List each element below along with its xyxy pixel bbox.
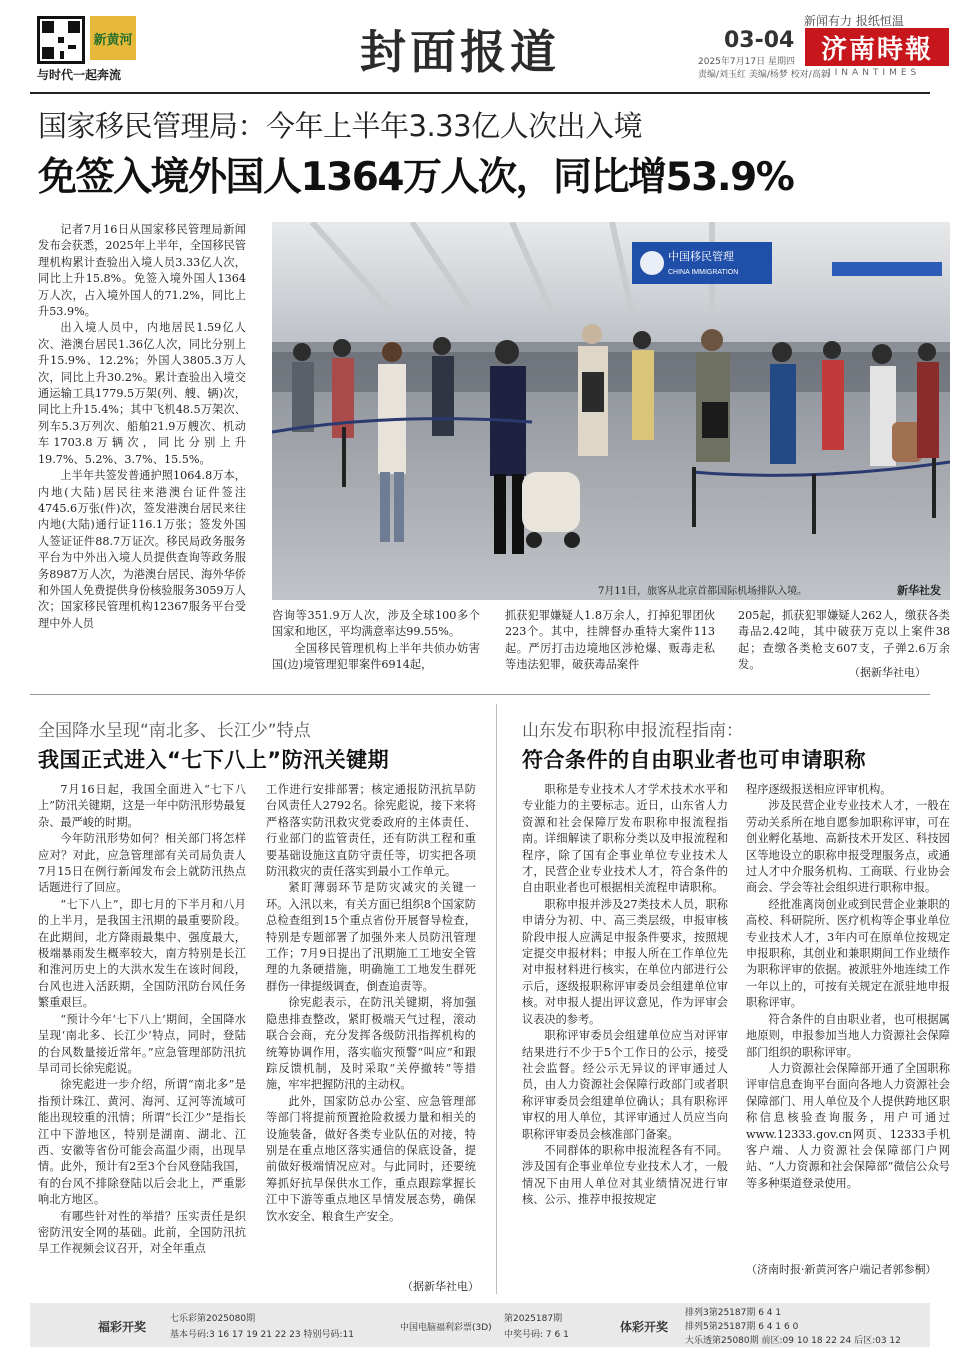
qr-code[interactable]	[37, 16, 85, 64]
paper-logo-english: JINANTIMES	[828, 68, 921, 78]
photo-credit: 新华社发	[897, 584, 941, 597]
flood-body-col1	[38, 782, 246, 1296]
immigration-sign-en: CHINA IMMIGRATION	[668, 269, 739, 276]
section-title: 封面报道	[360, 25, 560, 79]
welfare-lottery-label: 福彩开奖	[98, 1320, 147, 1334]
photo-caption: 7月11日，旅客从北京首都国际机场排队入境。	[598, 586, 808, 597]
lead-source: （据新华社电）	[845, 664, 926, 680]
qlc-issue: 七乐彩第2025080期	[170, 1314, 256, 1324]
title-body-col1	[522, 782, 728, 1296]
column-divider	[496, 704, 497, 1294]
editor-credits: 责编/刘玉红 美编/杨梦 校对/高新	[698, 70, 830, 80]
title-kicker: 山东发布职称申报流程指南：	[522, 721, 743, 741]
paragraph: 全国移民管理机构上半年共侦办妨害国(边)境管理犯罪案件6914起，	[272, 641, 480, 672]
paragraph: 上半年共签发普通护照1064.8万本，内地(大陆)居民往来港澳台证件签注4745.6万张(件)次，签发港澳台居民来往内地(大陆)通行证116.1万张；签发外国人签证证件88.7万证次。移民局政务服务平台为中外出入境人员提供查询等政务服务8987万人次，为港澳台居民、海外华侨和外国人免费提供身份核验服务3059万人次；国家移民管理机构12367服务平台受理中外人员	[38, 469, 246, 630]
brand-logo: 新黄河	[90, 16, 136, 60]
flood-body-col2	[266, 782, 476, 1296]
flood-headline: 我国正式进入“七下八上”防汛关键期	[38, 748, 390, 772]
lead-kicker: 国家移民管理局：今年上半年3.33亿人次出入境	[38, 109, 643, 143]
pl3-result: 排列3第25187期 6 4 1	[685, 1308, 782, 1318]
brand-slogan: 与时代一起奔流	[37, 68, 122, 82]
lottery-footer	[30, 1303, 930, 1347]
fc3d-numbers: 中奖号码: 7 6 1	[504, 1330, 569, 1340]
flood-kicker: 全国降水呈现“南北多、长江少”特点	[38, 721, 311, 741]
immigration-sign-cn: 中国移民管理	[668, 251, 734, 263]
page-number: 03-04	[724, 28, 795, 53]
lead-body-col3	[505, 608, 715, 680]
paragraph: 紧盯薄弱环节是防灾减灾的关键一环。入汛以来，有关方面已组织8个国家防总检查组到15个重点省份开展督导检查，特别是专题部署了加强外来人员防汛管理工作；7月9日提出了汛期施工工地安全管理的九条硬措施，明确施工工地发生群死群伤一律提级调查，倒查追责等。	[266, 881, 476, 993]
masthead-rule	[30, 92, 930, 94]
paragraph: 7月16日起，我国全面进入“七下八上”防汛关键期，这是一年中防汛形势最复杂、最严峻的时期。	[38, 783, 246, 829]
paper-tagline: 新闻有力 报纸恒温	[804, 14, 904, 28]
pl5-result: 排列5第25187期 6 4 1 6 0	[685, 1322, 799, 1332]
paragraph: 工作进行安排部署；核定通报防汛抗旱防台风责任人2792名。徐宪彪说，接下来将严格落实防汛救灾党委政府的主体责任、行业部门的监管责任，还有防洪工程和重要基础设施这直防守责任等，切实把各项防汛救灾的责任落实到最小工作单元。	[266, 783, 476, 879]
paragraph: 符合条件的自由职业者，也可根据属地原则，申报参加当地人力资源社会保障部门组织的职称评审。	[746, 1012, 950, 1059]
lead-body-left	[38, 222, 246, 680]
paragraph: 此外，国家防总办公室、应急管理部等部门将提前预置抢险救援力量和相关的设施装备，做好各类专业队伍的对接，特别是在重点地区落实通信的保底设备，提前做好极端情况应对。与此同时，还要统筹抓好抗旱保供水工作，重点跟踪掌握长江中下游等重点地区旱情发展态势，确保饮水安全、粮食生产安全。	[266, 1094, 476, 1223]
lead-photo	[272, 222, 950, 600]
paragraph: 出入境人员中，内地居民1.59亿人次、港澳台居民1.36亿人次，同比分别上升15.9%、12.2%；外国人3805.3万人次，同比上升30.2%。累计查验出入境交通运输工具1779.5万架(列、艘、辆)次，同比上升15.4%；其中飞机48.5万架次、列车5.3万列次、船舶21.9万艘次、机动车1703.8万辆次，同比分别上升19.7%、5.2%、3.7%、15.5%。	[38, 321, 246, 466]
paragraph: 职称评审委员会组建单位应当对评审结果进行不少于5个工作日的公示，接受社会监督。经公示无异议的评审通过人员，由人力资源社会保障行政部门或者职称评审委员会组建单位确认；具有职称评审权的用人单位，其评审通过人员应当向职称评审委员会核准部门备案。	[522, 1029, 728, 1141]
paragraph: 205起，抓获犯罪嫌疑人262人，缴获各类毒品2.42吨，其中破获万克以上案件38起；查缴各类枪支607支，子弹2.6万余发。	[738, 609, 950, 672]
paragraph: 人力资源社会保障部开通了全国职称评审信息查询平台面向各地人力资源社会保障部门、用人单位及个人提供跨地区职称信息核验查询服务，用户可通过www.12333.gov.cn网页、12333手机客户端、人力资源社会保障部门户网站、“人力资源和社会保障部”微信公众号等多种渠道登录使用。	[746, 1061, 950, 1190]
section-rule	[30, 694, 930, 695]
title-source: （济南时报·新黄河客户端记者郭参桐）	[746, 1262, 950, 1278]
paragraph: 徐宪彪表示，在防汛关键期，将加强隐患排查整改，紧盯极端天气过程，滚动联合会商，充分发挥各级防汛指挥机构的统筹协调作用，落实临灾预警“叫应”和跟踪反馈机制，及时采取“关停撤转”等措施，牢牢把握防汛的主动权。	[266, 996, 476, 1092]
qlc-numbers: 基本号码:3 16 17 19 21 22 23 特别号码:11	[170, 1330, 354, 1340]
title-body-col2	[746, 782, 950, 1296]
paragraph: 咨询等351.9万人次，涉及全球100多个国家和地区，平均满意率达99.55%。	[272, 609, 480, 639]
paper-logo: 济南時報	[805, 28, 949, 66]
paragraph: 有哪些针对性的举措？压实责任是织密防汛安全网的基础。此前，全国防汛抗旱工作视频会议召开，对全年重点	[38, 1209, 246, 1256]
fc3d-issue: 第2025187期	[504, 1314, 563, 1324]
paragraph: 涉及民营企业专业技术人才，一般在劳动关系所在地自愿参加职称评审，可在创业孵化基地、高新技术开发区、科技园区等地设立的职称申报受理服务点，或通过人才中介服务机构、工商联、行业协会商会、学会等社会组织进行职称申报。	[746, 799, 950, 895]
dlt-result: 大乐透第25080期 前区:09 10 18 22 24 后区:03 12	[685, 1336, 901, 1346]
title-headline: 符合条件的自由职业者也可申请职称	[522, 748, 866, 772]
paragraph: 不同群体的职称申报流程各有不同。涉及国有企事业单位专业技术人才，一般情况下由用人单位对其业绩情况进行审核、公示、推荐申报按规定	[522, 1143, 728, 1207]
issue-date: 2025年7月17日 星期四	[698, 57, 795, 67]
paragraph: 记者7月16日从国家移民管理局新闻发布会获悉，2025年上半年，全国移民管理机构累计查验出入境人员3.33亿人次，同比上升15.8%。免签入境外国人1364万人次，占入境外国人的71.2%，同比上升53.9%。	[38, 223, 246, 319]
sports-lottery-label: 体彩开奖	[620, 1320, 669, 1334]
lead-headline: 免签入境外国人1364万人次，同比增53.9%	[38, 155, 794, 200]
fc3d-label: 中国电脑福利彩票(3D)	[400, 1323, 492, 1333]
paragraph: “七下八上”，即七月的下半月和八月的上半月，是我国主汛期的最重要阶段。在此期间，北方降雨最集中、强度最大，极端暴雨发生概率较大，南方特别是长江和淮河历史上的大洪水发生在该时间段，台风也进入活跃期，全国防汛防台风任务繁重艰巨。	[38, 897, 246, 1010]
paragraph: 职称申报并涉及27类技术人员，职称申请分为初、中、高三类层级，申报审核阶段申报人应满足申报条件要求，按照规定提交申报材料；申报人所在工作单位先对申报材料进行核实，在单位内部进行公示后，逐级报职称评审委员会组建单位审核。对申报人提出评议意见，作为评审会议表决的参考。	[522, 897, 728, 1026]
paragraph: 职称是专业技术人才学术技术水平和专业能力的主要标志。近日，山东省人力资源和社会保障厅发布职称申报流程指南。详细解读了职称分类以及申报流程和程序，除了国有企事业单位专业技术人才，民营企业专业技术人才，符合条件的自由职业者也可根据相关流程申请职称。	[522, 783, 728, 895]
airport-queue-illustration	[272, 222, 950, 600]
paragraph: 徐宪彪进一步介绍，所谓“南北多”是指预计珠江、黄河、海河、辽河等流域可能出现较重的汛情；所谓“长江少”是指长江中下游地区，特别是湖南、湖北、江西、安徽等省份可能会高温少雨，出现旱情。此外，预计有2至3个台风登陆我国，有的台风不排除登陆以后会北上，严重影响北方地区。	[38, 1078, 246, 1207]
paragraph: “预计今年‘七下八上’期间，全国降水呈现‘南北多、长江少’特点，同时，登陆的台风数量接近常年。”应急管理部防汛抗旱司司长徐宪彪说。	[38, 1012, 246, 1075]
flood-source: （据新华社电）	[398, 1278, 479, 1294]
paragraph: 抓获犯罪嫌疑人1.8万余人，打掉犯罪团伙223个。其中，挂牌督办重特大案件113起。严厉打击边境地区涉枪爆、贩毒走私等违法犯罪，破获毒品案件	[505, 609, 715, 672]
lead-body-col2	[272, 608, 480, 680]
paragraph: 今年防汛形势如何？相关部门将怎样应对？对此，应急管理部有关司局负责人7月15日在例行新闻发布会上就防汛热点话题进行了回应。	[38, 832, 246, 895]
paragraph: 程序逐级报送相应评审机构。	[746, 783, 892, 796]
paragraph: 经批准离岗创业或到民营企业兼职的高校、科研院所、医疗机构等企事业单位专业技术人才，3年内可在原单位按规定申报职称，其创业和兼职期间工作业绩作为职称评审的依据。被派驻外地连续工作一年以上的，可按有关规定在派驻地申报职称评审。	[746, 897, 950, 1010]
